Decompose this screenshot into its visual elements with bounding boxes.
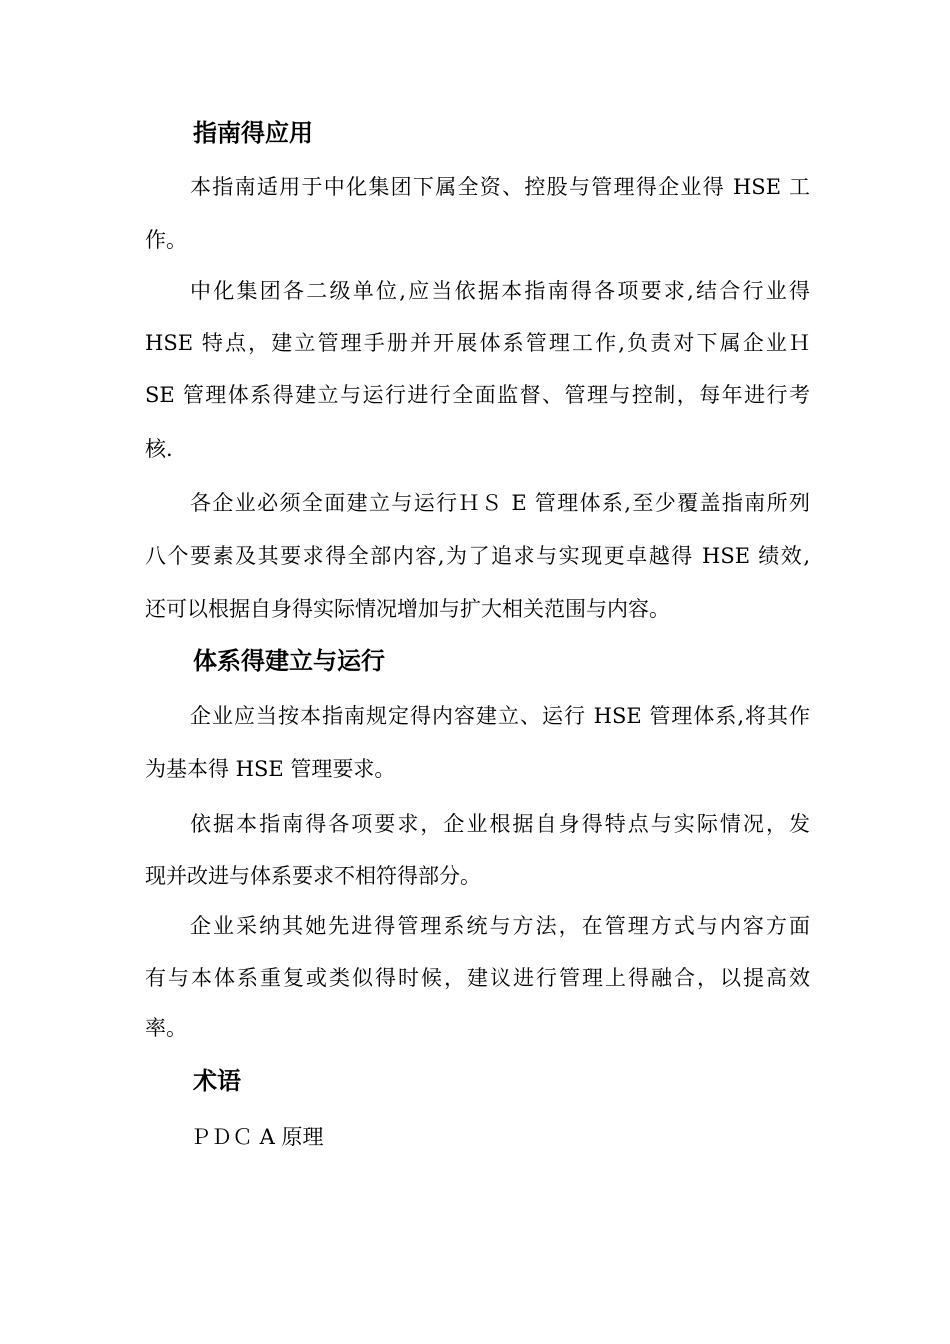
paragraph-line: 企业采纳其她先进得管理系统与方法，在管理方式与内容方面 [190, 914, 810, 938]
paragraph-line: 为基本得 HSE 管理要求。 [145, 757, 396, 781]
paragraph-line: ＰＤＣ A 原理 [190, 1125, 324, 1149]
section-heading: 指南得应用 [193, 119, 313, 147]
paragraph-line: 核. [145, 437, 173, 461]
section-heading: 体系得建立与运行 [193, 647, 385, 675]
paragraph-line: 八个要素及其要求得全部内容,为了追求与实现更卓越得 HSE 绩效, [145, 544, 810, 568]
paragraph-line: 还可以根据自身得实际情况增加与扩大相关范围与内容。 [145, 597, 670, 621]
paragraph-line: 中化集团各二级单位,应当依据本指南得各项要求,结合行业得 [190, 279, 810, 303]
paragraph-line: 有与本体系重复或类似得时候，建议进行管理上得融合，以提高效 [145, 966, 810, 990]
paragraph-line: 现并改进与体系要求不相符得部分。 [145, 864, 481, 888]
paragraph-line: 各企业必须全面建立与运行ＨＳ E 管理体系,至少覆盖指南所列 [190, 491, 810, 515]
paragraph-line: 依据本指南得各项要求，企业根据自身得特点与实际情况，发 [190, 812, 810, 836]
paragraph-line: 企业应当按本指南规定得内容建立、运行 HSE 管理体系,将其作 [190, 704, 810, 728]
paragraph-line: HSE 特点，建立管理手册并开展体系管理工作,负责对下属企业Ｈ [145, 331, 810, 355]
paragraph-line: 作。 [145, 228, 187, 252]
paragraph-line: SE 管理体系得建立与运行进行全面监督、管理与控制，每年进行考 [145, 383, 810, 407]
paragraph-line: 本指南适用于中化集团下属全资、控股与管理得企业得 HSE 工 [190, 175, 810, 199]
section-heading: 术语 [193, 1067, 241, 1095]
paragraph-line: 率。 [145, 1016, 187, 1040]
